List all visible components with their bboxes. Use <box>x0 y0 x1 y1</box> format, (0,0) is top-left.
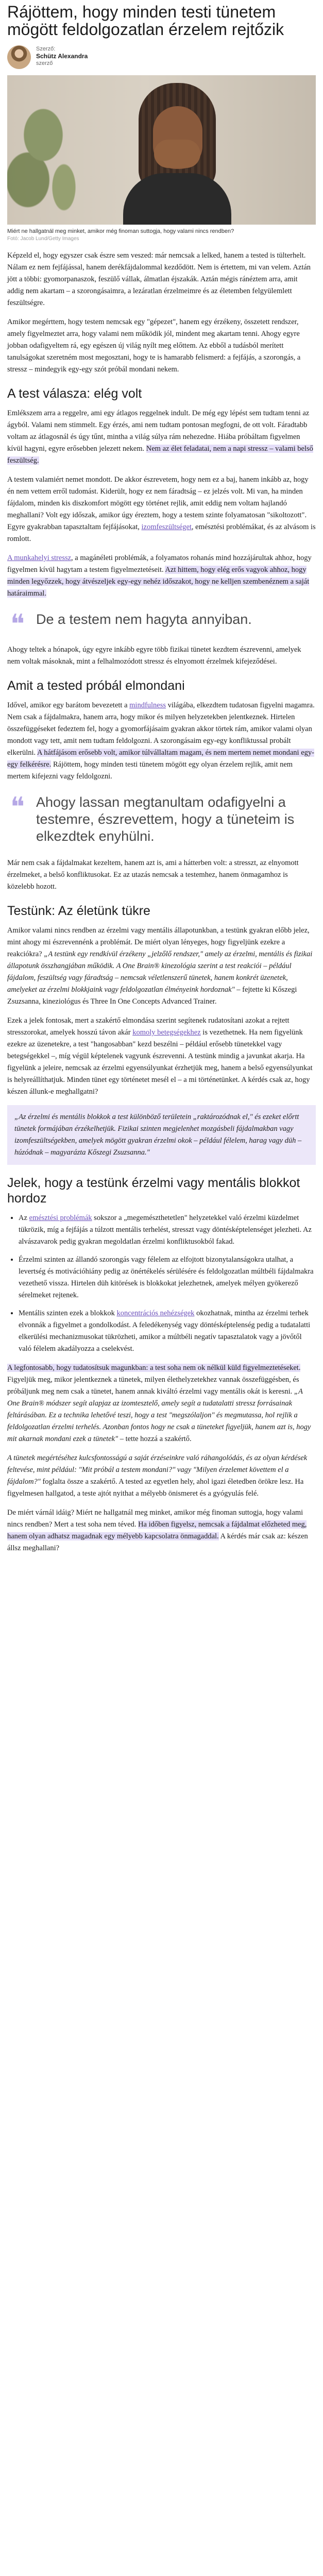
highlight-text: Ha időben figyelsz, nemcsak a fájdalmat előzheted meg, hanem olyan adhatsz magadnak egy mélyebb kapcsolatra önmagaddal. <box>7 1520 307 1540</box>
section3-paragraph-2: Ezek a jelek fontosak, mert a szakértő elmondása szerint segítenek rudatosítani azokat a rejtett stresszorokat, amelyek hosszú távon akár komoly betegségekhez is vezethetnek. Ha nem figyelünk ezekre az üzenetekre, a test "hangosabban" kezd beszélni – például erősebb tünetekkel vagy betegségekkel –, míg végül képtelenek vagyunk észrevenni. A testünk mindig a javunkat akarja. Ha figyelünk a jeleire, nemcsak az érzelmi egyensúlyunkat érzhetjük meg, hanem a belső egyensúlyunkat is helyreállíthatjuk. Minden tünet egy történetet mesél el – a mi történetünket. A kérdés csak az, hogy készen állunk-e meghallgatni? <box>7 1016 313 1096</box>
section3-paragraph-1: Amikor valami nincs rendben az érzelmi vagy mentális állapotunkban, a testünk gyakran előbb jelez, mint ahogy mi észrevennénk a problémát. De miért olyan lényeges, hogy figyeljünk ezekre a reakciókra? „A testünk egy rendkívül érzékeny „jelzőlő rendszer," amely az érzelmi, mentális és fizikai állapotunk összhangjában működik. A One Brain® kinezológia szerint a test reakciói – például fájdalom, feszültség vagy fáradtság – nemcsak véletlenszerű tünetek, hanem konkrét üzenetek, amelyeket az érzelmi blokkjaink vagy feldolgozatlan élményeink hordoznak" – fejtette ki Kőszegi Zsuzsanna, kineziológus és Three In One Concepts Advanced Trainer. <box>7 926 313 1006</box>
section2-paragraph-2: Már nem csak a fájdalmakat kezeltem, hanem azt is, ami a hátterben volt: a stresszt, az elnyomott érzelmeket, a belső konfliktusokat. Ez az utazás nemcsak a testemhez, hanem önmagamhoz is közelebb hozott. <box>7 859 299 891</box>
author-name[interactable]: Schütz Alexandra <box>36 53 88 60</box>
plant-decoration <box>7 75 110 225</box>
hero-credit: Fotó: Jacob Lund/Getty Images <box>7 236 79 242</box>
pull-quote-text: De a testem nem hagyta annyiban. <box>36 612 252 627</box>
pull-quote <box>7 794 316 845</box>
link-emesztesi-problemak[interactable]: emésztési problémák <box>29 1214 92 1222</box>
list-item: • Az emésztési problémák sokszor a „megemészthetetlen" helyzetekkel való érzelmi küzdelmet tükrözik, míg a fejfájás a túlzott mentális terhelést, stresszt vagy döntésképtelenséget jelezheti. Az alvászavarok pedig gyakran megoldatlan érzelmi konfliktusokból fakad. <box>19 1212 316 1248</box>
highlight-text: Azt hittem, hogy elég erős vagyok ahhoz, hogy minden legyőzzek, hogy átvészeljek egy-egy nehéz időszakot, hogy ne kelljen szembenéznem a saját határaimmal. <box>7 566 310 598</box>
link-komoly-betegsegek[interactable]: komoly betegségekhez <box>132 1028 201 1037</box>
list-item: • Mentális szinten ezek a blokkok koncentrációs nehézségek okozhatnak, mintha az érzelmi terhek elvonnák a figyelmet a gondolkodást. A feledékenység vagy döntésképtelenség pedig a tudatalatti elkerülési mechanizmusokat tükrözheti, amikor a múltbéli negatív tapasztalatok vagy a jövőtől való félelem akadályozza a cselekvést. <box>19 1308 316 1355</box>
section1-paragraph-4: Ahogy teltek a hónapok, úgy egyre inkább egyre több fizikai tünetet kezdtem észrevenni, amelyek nem voltak másoknak, mint a felhalmozódott stressz és elnyomott érzelmek kifejeződései. <box>7 646 301 666</box>
section4-paragraph-2: A tünetek megértéséhez kulcsfontosságú a saját érzéseinkre való ráhangolódás, és az olyan kérdések feltevése, mint például: "Mit próbál a testem mondani?" vagy "Milyen érzelemet követtem el a fájdalom?" foglalta össze a szakértő. A tested az egyetlen hely, ahol igazi életedben örökre lesz. Ha figyelmesen hallgatod, a teste ajtót nyithat a mélyebb önismeret és a gyógyulás felé. <box>7 1454 308 1498</box>
intro-paragraph-2: Amikor megérttem, hogy testem nemcsak egy "gépezet", hanem egy érzékeny, összetett rendszer, amely figyelmeztet arra, hogy valami nem működik jól, mindent meg akartam tenni. Ahogy egyre jobban odafigyeltem rá, egy egészen új világ nyílt meg előttem. Az ebből a tudásból merített tanulságokat szeretném most megosztani, hogy te is hamarabb felismerd: a fejfájás, a szorongás, a stressz – mindegyik egy-egy szót próbál mondani nekem. <box>7 318 301 374</box>
link-mindfulness[interactable]: mindfulness <box>129 701 166 709</box>
pull-quote-text: Ahogy lassan megtanultam odafigyelni a testemre, észrevettem, hogy a tüneteim is elkezdtek enyhülni. <box>36 794 295 844</box>
hero-caption: Miért ne hallgatnál meg minket, amikor még finoman suttogja, hogy valami nincs rendben? <box>7 228 234 234</box>
list-item: • Érzelmi szinten az állandó szorongás vagy félelem az elfojtott bizonytalanságokra utalhat, a levertség és motivációhiány pedig az önértékelés sérülésére és feldolgozatlan múltbéli fájdalmakra vezethető vissza. Hirtelen düh kitörések is blokkokat jelezhetnek, amelyek mélyen gyökerező sérelmeket rejtenek. <box>19 1254 316 1301</box>
section1-paragraph-2: A testem valamiért nemet mondott. De akkor észrevetem, hogy nem ez a baj, hanem inkább az, hogy én nem vettem erről tudomást. Kiderült, hogy ez nem fáradtság – ez jelzés volt. Mi van, ha minden fájdalom, minden kis diszkomfort mögött egy történet rejlik, amit eddig nem voltam hajlandó meghallani? Volt egy időszak, amikor úgy éreztem, hogy a testem szinte folyamatosan "sikoltozott". Egyre gyakrabban tapasztaltam fejfájásokat, izomfeszültséget, emésztési problémákat, és az alvásom is romlott. <box>7 476 316 543</box>
author-prefix: Szerző: <box>36 46 56 52</box>
section1-paragraph-3: A munkahelyi stressz, a magánéleti problémák, a folyamatos rohanás mind hozzájárultak ahhoz, hogy figyelmen kívül hagytam a testem figyelmeztetéseit. Azt hittem, hogy elég erős vagyok ahhoz, hogy minden legyőzzek, hogy átvészeljek egy-egy nehéz időszakot, hogy ne kelljen szembenéznem a saját határaimmal. <box>7 554 312 598</box>
section1-paragraph-1: Emlékszem arra a reggelre, ami egy átlagos reggelnek indult. De még egy lépést sem tudtam tenni az ágyból. Valami nem stimmelt. Egy érzés, ami nem tudtam pontosan megfogni, de ott volt. Fáradtabb voltam az átlagosnál és úgy tűnt, mintha a világ súlya rám nehezedne. Hiába próbáltam figyelmen kívül hagyni, egyre erősebben jelezett nekem. Nem az élet feladatai, nem a napi stressz – valami belső feszültség. <box>7 409 313 465</box>
section-heading-mirror: Testünk: Az életünk tükre <box>7 904 150 918</box>
highlight-text: A legfontosabb, hogy tudatosítsuk magunkban: a test soha nem ok nélkül küld figyelmeztetéseket. <box>7 1364 301 1372</box>
author-role: szerző <box>36 60 53 66</box>
section-heading-test-response: A test válasza: elég volt <box>7 386 142 401</box>
article-title: Rájöttem, hogy minden testi tünetem mögött feldolgozatlan érzelem rejtőzik <box>7 3 284 39</box>
highlight-text: Nem az élet feladatai, nem a napi stressz – valami belső feszültség. <box>7 445 313 465</box>
article-body <box>0 250 323 1554</box>
highlight-text: A hátfájásom erősebb volt, amikor túlvállaltam magam, és nem mertem nemet mondani egy-egy felkérésre. <box>7 749 314 769</box>
link-koncentracios-nehezsegek[interactable]: koncentrációs nehézségek <box>116 1309 195 1317</box>
author-meta <box>36 45 88 67</box>
link-munkahelyi-stressz[interactable]: A munkahelyi stressz <box>7 554 72 562</box>
article-page <box>0 3 323 1582</box>
author-box[interactable] <box>7 45 316 69</box>
hero-image <box>7 75 316 225</box>
expert-quote-callout: „Az érzelmi és mentális blokkok a test különböző területein „raktározódnak el," és ezeket előrtt tünetek formájában érzékelhetjük. Fizikai szinten megjelenhet mozgásbeli fájdalmakban vagy izomfeszültségekben, amelyek mögött gyakran érzelmi okok – például félelem, harag vagy düh – húzódnak – magyarázta Kőszegi Zsuzsanna." <box>7 1105 316 1165</box>
section-heading-what-body-says: Amit a tested próbál elmondani <box>7 679 185 693</box>
section-heading-signs: Jelek, hogy a testünk érzelmi vagy mentális blokkot hordoz <box>7 1176 300 1206</box>
signs-list <box>7 1212 316 1355</box>
section4-paragraph-3: De miért várnál idáig? Miért ne hallgatnál meg minket, amikor még finoman suttogja, hogy valami nincs rendben? Mert a test soha nem téved. Ha időben figyelsz, nemcsak a fájdalmat előzheted meg, hanem olyan adhatsz magadnak egy mélyebb kapcsolatra önmagaddal. A kérdés már csak az: készen állsz meghallani? <box>7 1509 308 1552</box>
quote-mark-icon: ❝ <box>10 609 25 640</box>
intro-paragraph-1: Képzeld el, hogy egyszer csak észre sem veszed: már nemcsak a lelked, hanem a tested is tülterhelt. Nálam ez nem fejfájással, hanem derékfájdalommal kezdődött. Nem is értettem, mi van velem. Aztán jött a többi: gyomorpanaszok, feszülő vállak, álmatlan éjszakák. Aztán mégis ránéztem arra, amit addig nem akartam – a szorongásaimra, a lezáratlan érzelmeimre és az életemben felgyülemlett feszültségre. <box>7 251 311 307</box>
section2-paragraph-1: Idővel, amikor egy barátom bevezetett a mindfulness világába, elkezdtem tudatosan figyelni magamra. Nem csak a fájdalmakra, hanem arra, hogy mikor és milyen helyzetekben jelentkeznek. Hirtelen összefüggéseket fedeztem fel, hogy a gyomorfájásaim gyakran akkor törtek rám, amikor valami olyan mondott vagy tett, amit nem tudtam feldolgozni. A szorongásaim egy-egy konfliktussal probált elkerülni. A hátfájásom erősebb volt, amikor túlvállaltam magam, és nem mertem nemet mondani egy-egy felkérésre. Rájöttem, hogy minden testi tünetem mögött egy olyan érzelem rejlik, amit nem mertem kifejezni vagy feldolgozni. <box>7 701 315 781</box>
link-izomfeszultseg[interactable]: izomfeszültséget <box>141 523 192 531</box>
pull-quote <box>7 609 316 640</box>
woman-illustration <box>118 83 236 225</box>
avatar[interactable] <box>7 45 31 69</box>
section4-paragraph-1: A legfontosabb, hogy tudatosítsuk magunkban: a test soha nem ok nélkül küld figyelmeztetéseket. Figyeljük meg, mikor jelentkeznek a tünetek, milyen élethelyzetekhez vannak összefüggésben, és próbáljunk meg nem csak a tünetet, hanem annak kiváltó érzelmi vagy mentális okát is keresni. „A One Brain® módszer segít alapjaz az izomtesztelő, amely segít a tudatalatti stressz forrásainak feltárásában. Ez a technika lehetővé teszi, hogy a test "megszólaljon" és megmutassa, hol rejlik a feldolgozatlan érzelmi terhelés. Azonban fontos hogy ne csak a tüneteket figyeljük, hanem azt is, hogy mit akarnak mondani ezek a tünetek" – tette hozzá a szakértő. <box>7 1364 311 1443</box>
quote-mark-icon: ❝ <box>10 792 25 823</box>
